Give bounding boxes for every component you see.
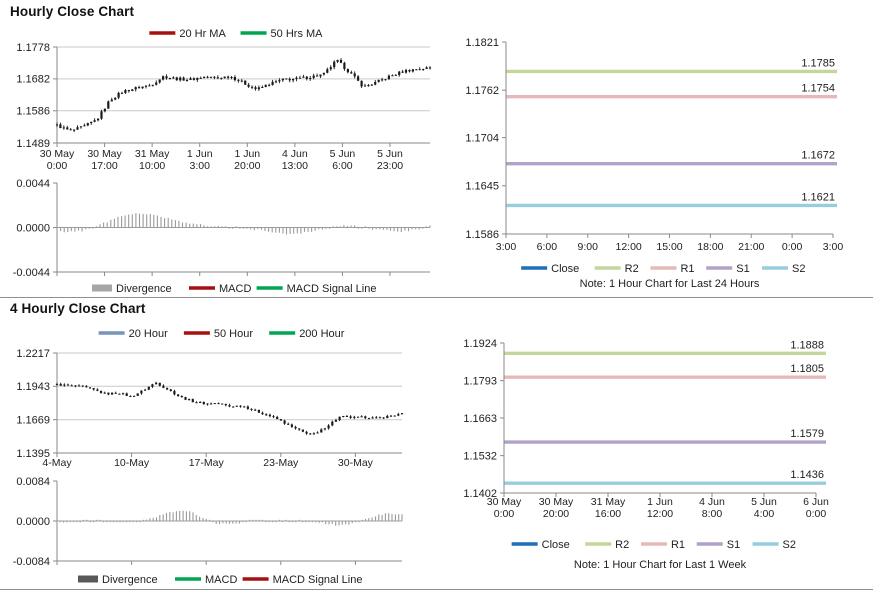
svg-text:20:00: 20:00 [234,160,261,172]
svg-text:MACD: MACD [219,283,252,295]
svg-text:S1: S1 [736,263,750,275]
svg-text:1.1672: 1.1672 [801,149,835,162]
svg-text:23-May: 23-May [263,457,299,469]
svg-text:6:00: 6:00 [332,160,353,172]
svg-text:0.0000: 0.0000 [16,222,50,235]
svg-text:1.1821: 1.1821 [465,36,499,49]
svg-text:1.1532: 1.1532 [463,450,497,463]
svg-text:1.1645: 1.1645 [465,180,499,193]
svg-text:R1: R1 [680,263,695,275]
legend [78,574,362,586]
legend [99,328,345,340]
svg-text:S2: S2 [792,263,806,275]
svg-text:1.1586: 1.1586 [16,105,50,118]
four-hourly-sr-chart [463,338,829,571]
svg-text:5 Jun: 5 Jun [377,148,403,160]
chart-note [574,559,747,571]
svg-text:17-May: 17-May [188,457,224,469]
svg-text:31 May: 31 May [134,148,170,160]
svg-text:0.0044: 0.0044 [16,177,50,190]
svg-text:4:00: 4:00 [753,508,775,520]
svg-text:1.1436: 1.1436 [790,469,824,482]
svg-text:R2: R2 [624,263,639,275]
svg-text:50 Hrs MA: 50 Hrs MA [270,28,323,40]
svg-text:13:00: 13:00 [281,160,308,172]
gridlines [57,47,430,111]
four-hourly-macd-chart [13,476,402,586]
four-hourly-close-chart [16,328,403,469]
svg-text:10-May: 10-May [114,457,150,469]
support-resistance-levels [506,57,837,205]
svg-text:1.1778: 1.1778 [16,41,50,54]
axes [465,37,843,253]
gridlines [57,353,402,420]
four-hourly-close-series-close [56,382,403,435]
hourly-macd-series-divergence [57,213,430,234]
svg-text:1.1888: 1.1888 [790,339,824,352]
svg-text:20 Hour: 20 Hour [128,328,168,340]
svg-text:0.0084: 0.0084 [16,475,50,488]
svg-text:1.1579: 1.1579 [790,428,824,441]
svg-text:23:00: 23:00 [376,160,404,172]
svg-text:4 Jun: 4 Jun [699,496,725,508]
svg-text:30 May: 30 May [39,148,75,160]
hourly-close-chart-panel [0,0,436,297]
svg-text:17:00: 17:00 [91,160,118,172]
hourly-sr-chart [465,37,843,290]
svg-text:1.1489: 1.1489 [16,137,50,150]
svg-text:1.1754: 1.1754 [801,82,835,95]
legend [521,263,805,275]
axes [16,348,402,469]
svg-text:1.1704: 1.1704 [465,132,499,145]
svg-text:30 May: 30 May [87,148,122,160]
svg-text:21:00: 21:00 [738,241,765,253]
svg-text:0:00: 0:00 [46,160,68,172]
svg-text:1 Jun: 1 Jun [647,496,673,508]
hourly-macd-chart [13,178,430,295]
svg-text:0.0000: 0.0000 [16,515,50,528]
svg-text:3:00: 3:00 [822,241,844,253]
hourly-close-chart [16,28,431,172]
svg-text:18:00: 18:00 [697,241,724,253]
svg-text:1.1943: 1.1943 [16,381,50,394]
svg-text:3:00: 3:00 [495,241,517,253]
svg-text:-0.0084: -0.0084 [12,555,50,568]
section-divider-bottom [0,589,873,590]
svg-text:20 Hr MA: 20 Hr MA [179,28,226,40]
section-divider-top [0,297,873,298]
svg-text:Note: 1 Hour Chart for Last 1: Note: 1 Hour Chart for Last 1 Week [573,559,747,571]
svg-text:R1: R1 [670,539,686,551]
svg-text:1 Jun: 1 Jun [234,148,261,160]
svg-text:1.1586: 1.1586 [465,228,499,241]
svg-text:1.1669: 1.1669 [16,414,50,427]
svg-text:30 May: 30 May [538,496,574,508]
svg-text:1.1621: 1.1621 [801,191,835,204]
svg-text:5 Jun: 5 Jun [751,496,777,508]
svg-text:30 May: 30 May [486,496,522,508]
svg-text:0:00: 0:00 [493,508,515,520]
svg-text:1.1924: 1.1924 [463,337,497,350]
svg-text:20:00: 20:00 [542,508,570,520]
axes [463,338,829,520]
hourly-close-chart-title: Hourly Close Chart [10,4,135,19]
svg-text:3:00: 3:00 [189,160,210,172]
svg-text:200 Hour: 200 Hour [299,328,345,340]
hourly-close-series-close [56,58,431,132]
svg-text:12:00: 12:00 [646,508,674,520]
svg-text:1.1805: 1.1805 [790,363,824,376]
four-hourly-close-chart-title: 4 Hourly Close Chart [10,301,146,316]
svg-text:1.2217: 1.2217 [16,347,50,360]
svg-text:S2: S2 [782,539,797,551]
svg-text:4 Jun: 4 Jun [282,148,308,160]
svg-text:MACD Signal Line: MACD Signal Line [286,283,377,295]
svg-text:1.1762: 1.1762 [465,85,499,98]
svg-text:1.1395: 1.1395 [16,447,50,460]
svg-text:15:00: 15:00 [656,241,683,253]
hourly-support-resistance-panel [436,0,873,297]
svg-text:0:00: 0:00 [781,241,803,253]
svg-text:12:00: 12:00 [615,241,642,253]
svg-text:Close: Close [541,539,570,551]
svg-text:Note: 1 Hour Chart for Last 24: Note: 1 Hour Chart for Last 24 Hours [579,278,760,290]
svg-text:10:00: 10:00 [139,160,166,172]
svg-text:5 Jun: 5 Jun [329,148,356,160]
legend [512,539,796,551]
axes [16,42,430,172]
legend [92,283,376,295]
svg-text:16:00: 16:00 [594,508,622,520]
svg-text:6 Jun: 6 Jun [803,496,829,508]
support-resistance-levels [504,339,826,483]
svg-text:1.1785: 1.1785 [801,57,835,70]
svg-text:1.1682: 1.1682 [16,73,50,86]
svg-text:Divergence: Divergence [116,283,172,295]
svg-text:Close: Close [551,263,580,275]
svg-text:8:00: 8:00 [701,508,723,520]
svg-text:31 May: 31 May [590,496,626,508]
svg-text:30-May: 30-May [337,457,373,469]
svg-text:MACD Signal Line: MACD Signal Line [272,574,363,586]
svg-text:S1: S1 [726,539,741,551]
svg-text:1.1402: 1.1402 [463,487,497,500]
svg-text:-0.0044: -0.0044 [12,266,50,279]
four-hourly-close-chart-panel [0,297,436,589]
axes [13,476,402,568]
svg-text:9:00: 9:00 [577,241,598,253]
four-hourly-support-resistance-panel [436,297,873,589]
svg-text:1 Jun: 1 Jun [186,148,213,160]
four-hourly-macd-series-divergence [57,511,402,526]
svg-text:0:00: 0:00 [805,508,827,520]
svg-text:Divergence: Divergence [102,574,158,586]
svg-text:R2: R2 [615,539,630,551]
svg-text:4-May: 4-May [42,457,72,469]
svg-text:6:00: 6:00 [536,241,558,253]
svg-text:1.1793: 1.1793 [463,375,497,388]
svg-text:1.1663: 1.1663 [463,412,497,425]
legend [149,28,323,40]
chart-note [580,278,760,290]
svg-text:50 Hour: 50 Hour [213,328,254,340]
svg-text:MACD: MACD [205,574,238,586]
